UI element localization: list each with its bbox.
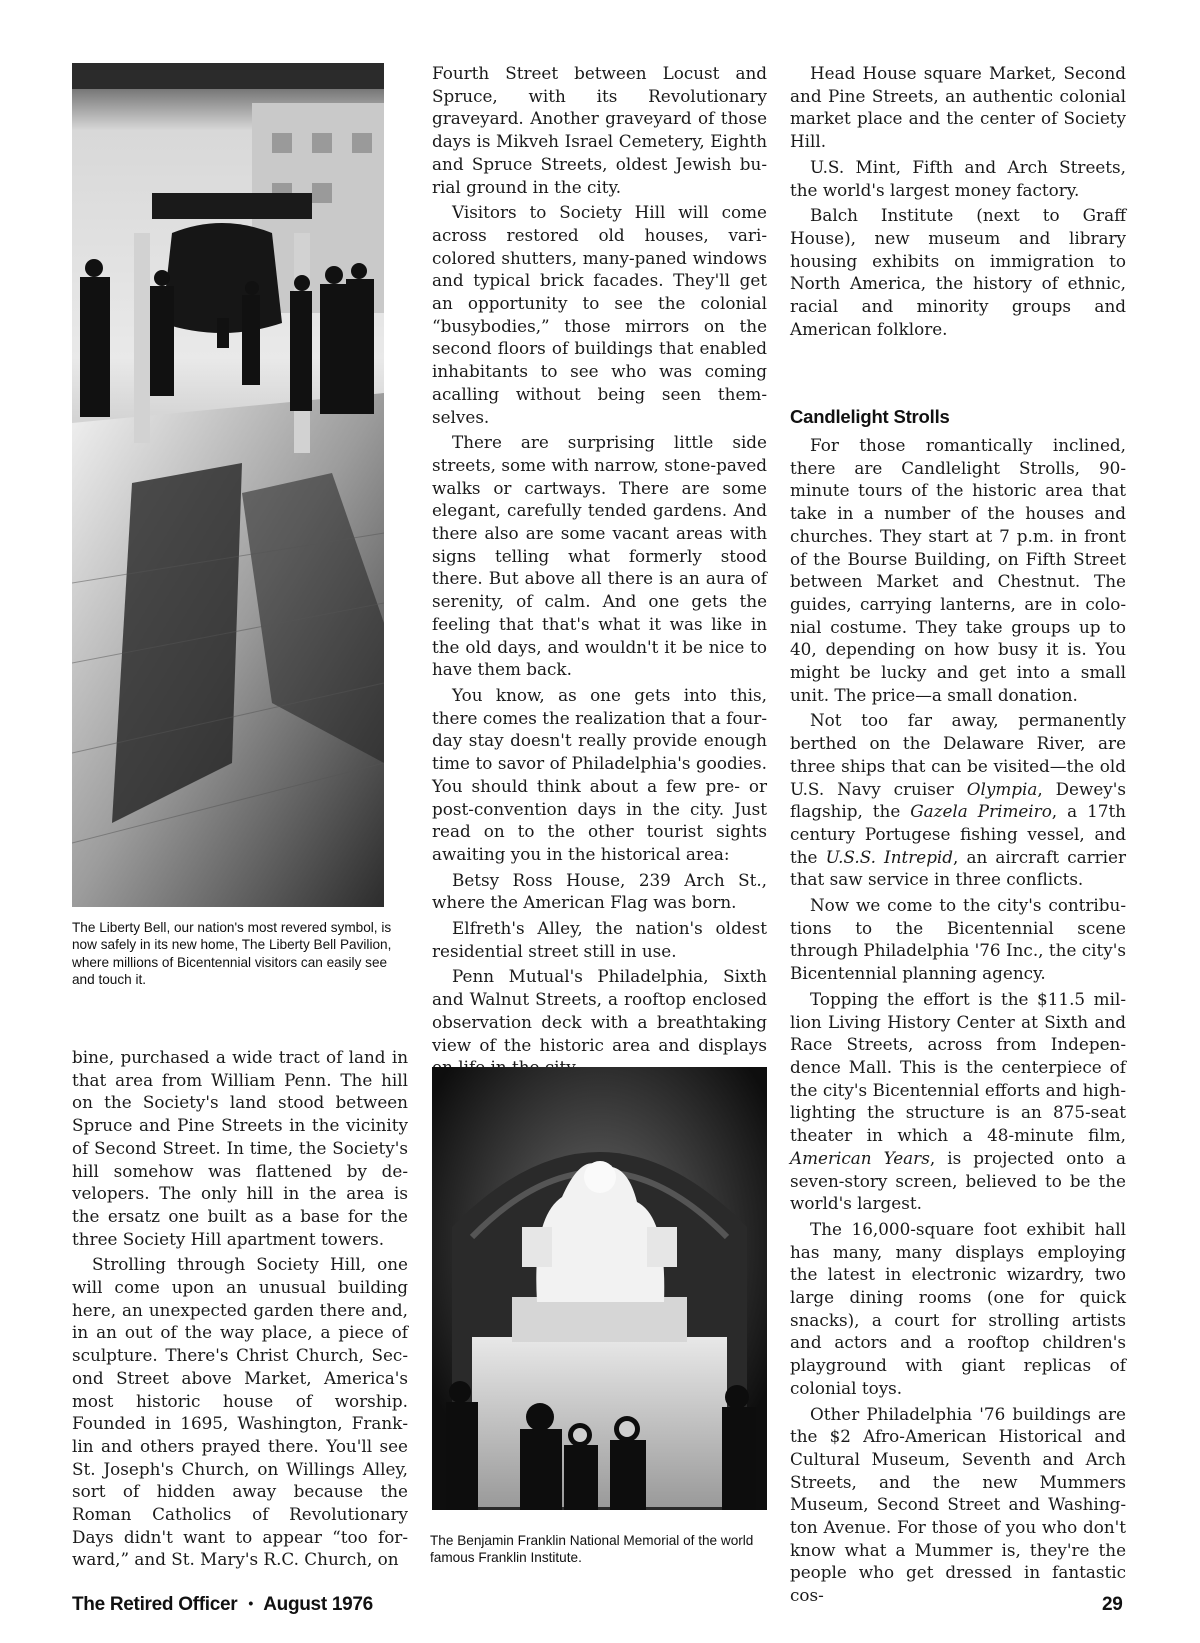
col2-paragraph: Elfreth's Alley, the nation's oldest residential street still in use. [432, 918, 767, 961]
franklin-caption: The Benjamin Franklin National Memorial of the world famous Franklin Institute. [430, 1533, 754, 1566]
col1-paragraph: bine, purchased a wide tract of land in that area from William Penn. The hill on the Society's land stood between Spruce and Pine Streets in the vicinity of Second Street. In time, the Society's hill somehow was flattened by developers. The only hill in the area is the ersatz one built as a base for the three Society Hill apartment towers. [72, 1047, 408, 1249]
col3-paragraph: Now we come to the city's contributions to the Bicentennial scene through Philadelphia '76 Inc., the city's Bicentennial planning agency. [790, 895, 1126, 984]
column-2 [432, 62, 767, 1082]
col3-paragraph: Head House square Market, Second and Pine Streets, an authentic colonial market place and the center of Society Hill. [790, 63, 1126, 152]
page-number: 29 [1102, 1594, 1123, 1615]
franklin-statue-illustration [432, 1067, 767, 1510]
col3-paragraph: For those romantically inclined, there are Candlelight Strolls, 90-minute tours of the historic area that take in a number of the houses and churches. They start at 7 p.m. in front of the Bourse Building, on Fifth Street between Market and Chestnut. The guides, carrying lanterns, are in colonial costume. They take groups up to 40, depending on how busy it is. You might be lucky and get into a small unit. The price—a small donation. [790, 435, 1126, 705]
col2-paragraph: Visitors to Society Hill will come across restored old houses, varicolored shutters, many-paned windows and typical brick facades. They'll get an opportunity to see the colonial “busybodies,” those mirrors on the second floors of buildings that enabled inhabitants to see who was coming acalling without being seen themselves. [432, 202, 767, 427]
franklin-memorial-photo [432, 1067, 767, 1510]
col3-paragraph: The 16,000-square foot exhibit hall has many, many displays employing the latest in electronic wizardry, two large dining rooms (one for quick snacks), a court for strolling artists and actors and a rooftop children's playground with giant replicas of colonial toys. [790, 1218, 1126, 1398]
col2-paragraph: Fourth Street between Locust and Spruce, with its Revolutionary graveyard. Another graveyard of those days is Mikveh Israel Cemetery, Eighth and Spruce Streets, oldest Jewish burial ground in the city. [432, 63, 767, 197]
publication-title: The Retired Officer [72, 1594, 238, 1615]
column-3-top [790, 62, 1126, 343]
column-3-bottom [790, 406, 1126, 1610]
col1-paragraph: Strolling through Society Hill, one will come upon an unusual building here, an unexpected garden there and, in an out of the way place, a piece of sculpture. There's Christ Church, Second Street above Market, America's most historic house of worship. Founded in 1695, Washington, Franklin and others prayed there. You'll see St. Joseph's Church, on Willings Alley, sort of hidden away because the Roman Catholics of Revolutionary Days didn't want to appear “too forward,” and St. Mary's R.C. Church, on [72, 1254, 408, 1570]
footer-separator: • [248, 1595, 253, 1611]
col3-paragraph: Not too far away, permanently berthed on the Delaware River, are three ships that can be visited—the old U.S. Navy cruiser Olympia, Dewey's flagship, the Gazela Primeiro, a 17th century Portugese fishing vessel, and the U.S.S. Intrepid, an aircraft carrier that saw service in three conflicts. [790, 710, 1126, 890]
issue-date: August 1976 [263, 1594, 373, 1615]
liberty-bell-illustration [72, 63, 384, 907]
col3-paragraph: Other Philadelphia '76 buildings are the $2 Afro-American Historical and Cultural Museum, Seventh and Arch Streets, and the new Mummers Museum, Second Street and Washington Avenue. For those of you who don't know what a Mummer is, they're the people who get dressed in fantastic cos- [790, 1403, 1126, 1606]
footer-publication [72, 1594, 373, 1616]
liberty-bell-caption: The Liberty Bell, our nation's most revered symbol, is now safely in its new home, The Liberty Bell Pavilion, where millions of Bicentennial visitors can easily see and touch it. [72, 920, 392, 988]
col3-paragraph: Topping the effort is the $11.5 million Living History Center at Sixth and Race Streets, across from Independence Mall. This is the centerpiece of the city's Bicentennial efforts and highlighting the structure is an 875-seat theater in which a 48-minute film, American Years, is projected onto a seven-story screen, believed to be the world's largest. [790, 988, 1126, 1214]
col2-paragraph: Betsy Ross House, 239 Arch St., where the American Flag was born. [432, 869, 767, 913]
col3-paragraph: U.S. Mint, Fifth and Arch Streets, the world's largest money factory. [790, 156, 1126, 200]
col2-paragraph: Penn Mutual's Philadelphia, Sixth and Walnut Streets, a rooftop enclosed observation deck with a breathtaking view of the historic area and displays [432, 966, 767, 1055]
section-heading: Candlelight Strolls [790, 406, 950, 427]
col2-paragraph: There are surprising little side streets, some with narrow, stone-paved walks or cartways. There are some elegant, carefully tended gardens. And there also are some vacant areas with signs telling what formerly stood there. But above all there is an aura of serenity, of calm. And one gets the feeling that that's what it was like in the old days, and wouldn't it be nice to have them back. [432, 432, 767, 680]
column-1 [72, 1046, 408, 1574]
col3-paragraph: Balch Institute (next to Graff House), new museum and library housing exhibits on immigration to North America, the history of ethnic, racial and minority groups and American folklore. [790, 205, 1126, 339]
col2-paragraph: You know, as one gets into this, there comes the realization that a four-day stay doesn't really provide enough time to savor of Philadelphia's goodies. You should think about a few pre- or post-convention days in the city. Just read on to the other tourist sights awaiting you in the historical area: [432, 684, 767, 864]
liberty-bell-photo [72, 63, 384, 907]
